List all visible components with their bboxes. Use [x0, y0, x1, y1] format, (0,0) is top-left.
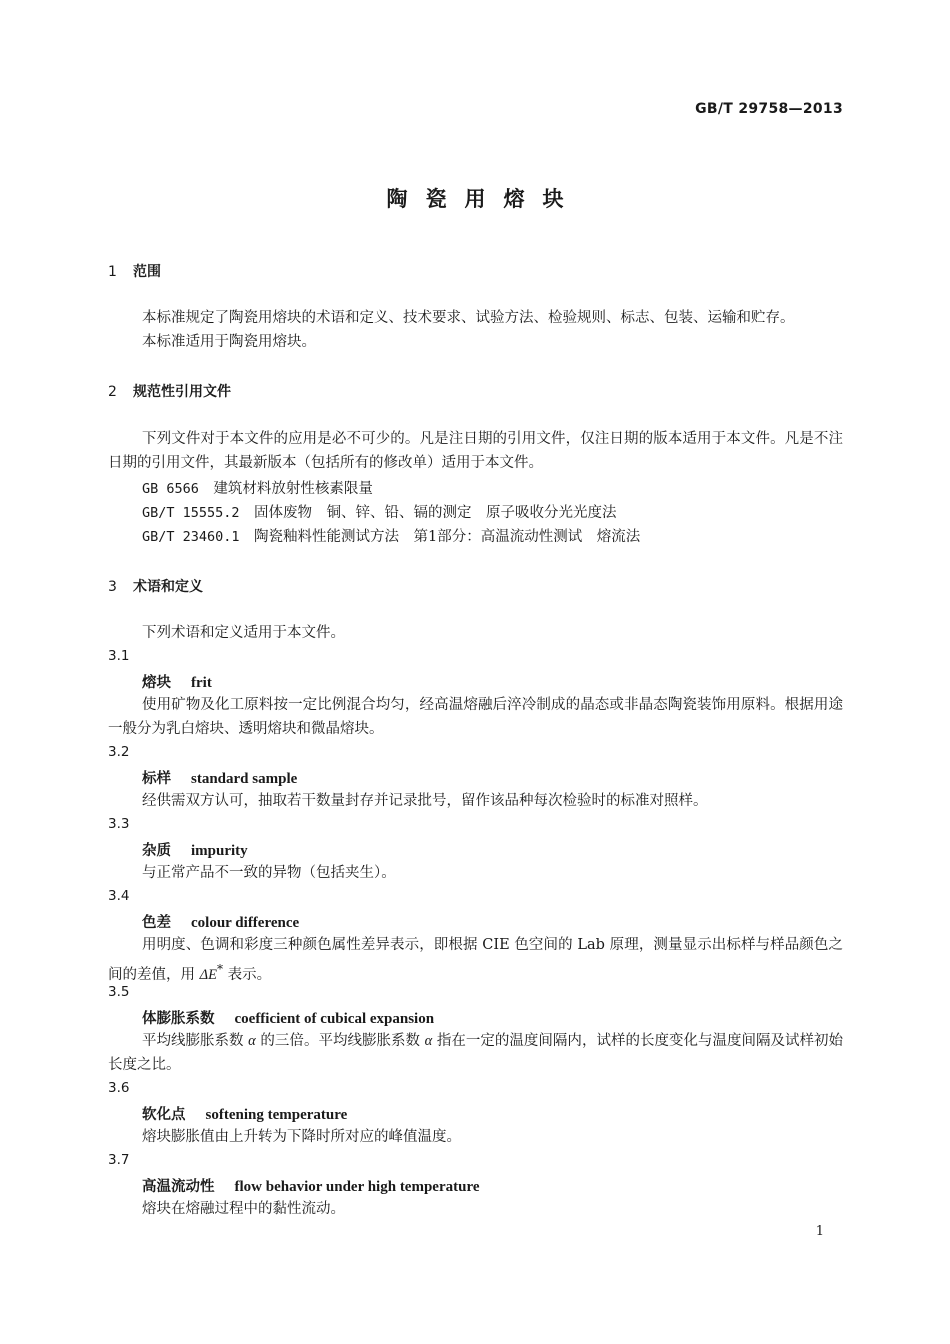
- section-number: 2: [108, 384, 117, 400]
- term-definition: 使用矿物及化工原料按一定比例混合均匀，经高温熔融后淬冷制成的晶态或非晶态陶瓷装饰用原料。根据用途一般分为乳白熔块、透明熔块和微晶熔块。: [108, 697, 843, 737]
- term-definition: [108, 933, 843, 987]
- term-en: softening temperature: [205, 1107, 348, 1123]
- reference-title: 固体废物 铜、锌、铅、镉的测定 原子吸收分光光度法: [254, 505, 617, 521]
- term-definition: 经供需双方认可，抽取若干数量封存并记录批号，留作该品种每次检验时的标准对照样。: [142, 793, 708, 809]
- section-2-heading: [108, 381, 231, 401]
- term-heading: [142, 1007, 434, 1028]
- term-en: coefficient of cubical expansion: [234, 1011, 435, 1027]
- definition-text: 用明度、色调和彩度三种颜色属性差异表示，即根据 CIE 色空间的 Lab 原理，测量显示出标样与样品颜色之间的差值，用: [108, 937, 843, 983]
- term-zh: 软化点: [142, 1106, 186, 1123]
- term-definition: 与正常产品不一致的异物（包括夹生）。: [142, 865, 396, 881]
- term-heading: [142, 911, 299, 932]
- definition-text: 表示。: [227, 966, 272, 983]
- superscript: *: [216, 962, 224, 976]
- term-en: frit: [191, 675, 212, 691]
- term-zh: 标样: [142, 770, 171, 787]
- term-heading: [142, 767, 297, 788]
- term-zh: 色差: [142, 914, 171, 931]
- document-title: 陶瓷用熔块: [386, 187, 582, 211]
- section-title: 术语和定义: [133, 579, 203, 595]
- term-number: 3.6: [108, 1080, 130, 1096]
- paragraph: 本标准适用于陶瓷用熔块。: [142, 334, 316, 350]
- term-definition: 熔块在熔融过程中的黏性流动。: [142, 1201, 345, 1217]
- paragraph: 下列术语和定义适用于本文件。: [142, 625, 345, 641]
- term-definition: 熔块膨胀值由上升转为下降时所对应的峰值温度。: [142, 1129, 461, 1145]
- section-3-heading: [108, 576, 203, 596]
- term-zh: 杂质: [142, 842, 171, 859]
- page-number: 1: [815, 1224, 824, 1239]
- term-number: 3.4: [108, 888, 130, 904]
- term-number: 3.5: [108, 984, 130, 1000]
- section-number: 3: [108, 579, 117, 595]
- term-zh: 高温流动性: [142, 1178, 215, 1195]
- reference-item: [142, 477, 373, 498]
- term-zh: 熔块: [142, 674, 171, 691]
- term-number: 3.1: [108, 648, 130, 664]
- term-heading: [142, 671, 212, 692]
- alpha-symbol: α: [248, 1033, 256, 1049]
- section-title: 范围: [133, 264, 161, 280]
- term-en: standard sample: [191, 771, 298, 787]
- term-heading: [142, 1103, 347, 1124]
- reference-item: [142, 501, 617, 522]
- reference-item: [142, 525, 640, 546]
- term-heading: [142, 1175, 480, 1196]
- paragraph: 本标准规定了陶瓷用熔块的术语和定义、技术要求、试验方法、检验规则、标志、包装、运输和贮存。: [142, 310, 795, 326]
- standard-code: GB/T 29758—2013: [695, 101, 843, 117]
- reference-title: 陶瓷釉料性能测试方法 第1部分：高温流动性测试 熔流法: [254, 529, 641, 545]
- term-number: 3.3: [108, 816, 130, 832]
- reference-code: GB/T 23460.1: [142, 529, 240, 545]
- definition-text: 平均线膨胀系数: [142, 1033, 244, 1049]
- term-number: 3.7: [108, 1152, 130, 1168]
- term-number: 3.2: [108, 744, 130, 760]
- delta-e-symbol: ΔE: [199, 966, 217, 983]
- definition-text: 指在一定的温度间隔内，试样的长度变化与温度间隔及试样初始长度之比。: [108, 1033, 844, 1073]
- paragraph: 下列文件对于本文件的应用是必不可少的。凡是注日期的引用文件，仅注日期的版本适用于本文件。凡是不注日期的引用文件，其最新版本（包括所有的修改单）适用于本文件。: [108, 431, 843, 471]
- section-number: 1: [108, 264, 117, 280]
- alpha-symbol: α: [424, 1033, 433, 1049]
- reference-code: GB 6566: [142, 481, 199, 497]
- term-en: flow behavior under high temperature: [234, 1179, 480, 1195]
- section-1-heading: [108, 261, 161, 281]
- term-definition: [108, 1029, 843, 1077]
- term-en: impurity: [191, 843, 248, 859]
- reference-code: GB/T 15555.2: [142, 505, 240, 521]
- term-zh: 体膨胀系数: [142, 1010, 215, 1027]
- term-heading: [142, 839, 248, 860]
- reference-title: 建筑材料放射性核素限量: [213, 481, 373, 497]
- definition-text: 的三倍。平均线膨胀系数: [260, 1033, 420, 1049]
- term-en: colour difference: [191, 915, 300, 931]
- section-title: 规范性引用文件: [133, 384, 231, 400]
